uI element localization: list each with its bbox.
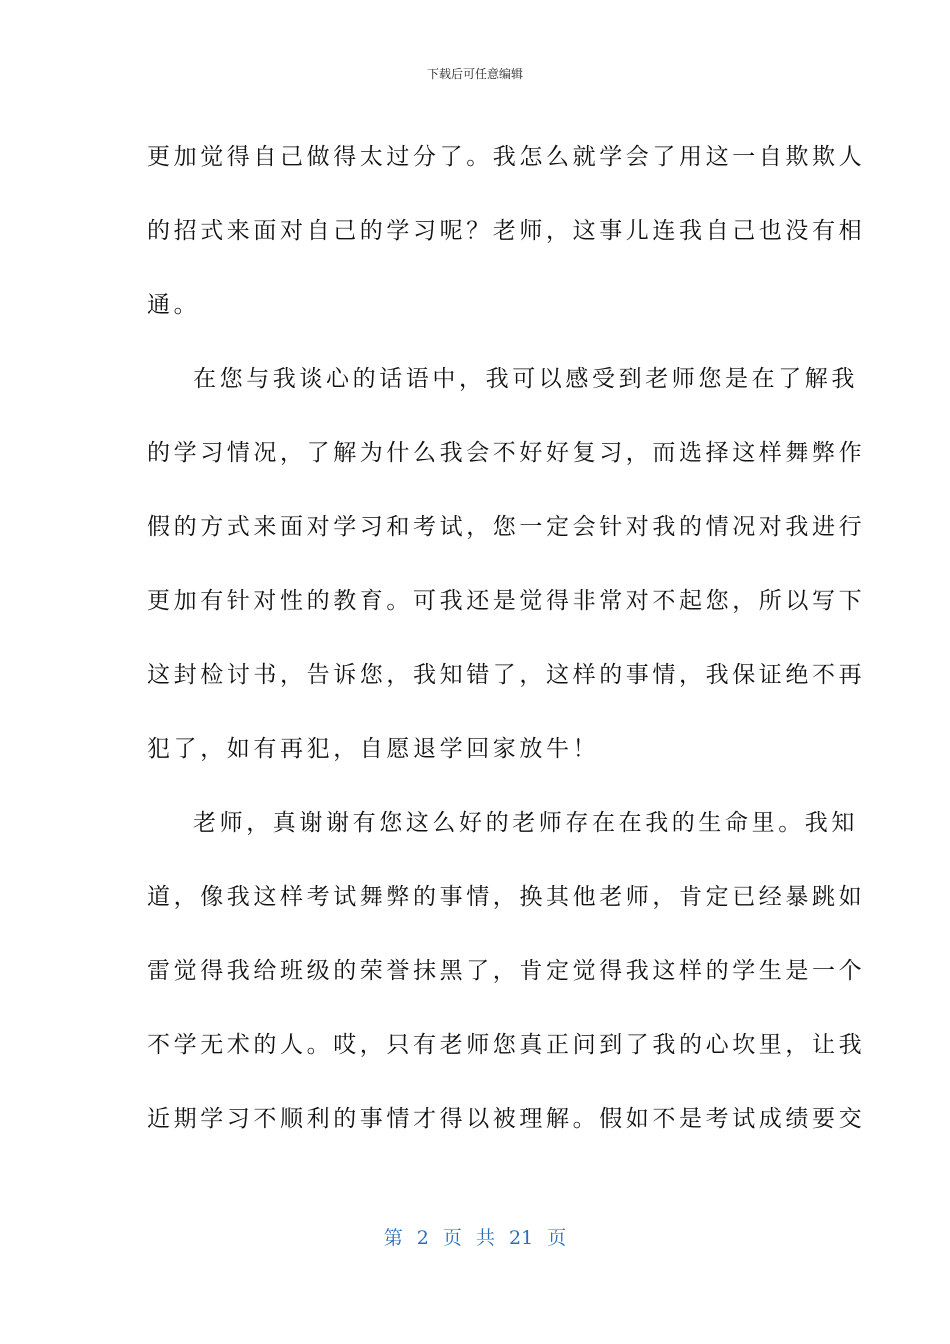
paragraph-1	[147, 120, 866, 342]
text-line: 的招式来面对自己的学习呢？老师，这事儿连我自己也没有相	[147, 218, 866, 244]
footer-total-word: 共	[475, 1227, 495, 1249]
paragraph-2	[147, 342, 866, 786]
page-footer	[0, 1226, 950, 1250]
text-line: 道，像我这样考试舞弊的事情，换其他老师，肯定已经暴跳如	[147, 884, 866, 910]
footer-page-word: 页	[442, 1227, 462, 1249]
current-page-number: 2	[416, 1227, 429, 1249]
total-page-count: 21	[509, 1227, 534, 1249]
text-line: 这封检讨书，告诉您，我知错了，这样的事情，我保证绝不再	[147, 662, 866, 688]
text-line: 更加有针对性的教育。可我还是觉得非常对不起您，所以写下	[147, 588, 866, 614]
page-header: 下载后可任意编辑	[426, 67, 523, 81]
footer-suffix: 页	[547, 1227, 567, 1249]
text-line: 老师，真谢谢有您这么好的老师存在在我的生命里。我知	[193, 810, 858, 836]
text-line: 的学习情况，了解为什么我会不好好复习，而选择这样舞弊作	[147, 440, 866, 466]
text-line: 通。	[147, 292, 201, 318]
text-line: 雷觉得我给班级的荣誉抹黑了，肯定觉得我这样的学生是一个	[147, 958, 866, 984]
text-line: 不学无术的人。哎，只有老师您真正问到了我的心坎里，让我	[147, 1032, 866, 1058]
footer-prefix: 第	[383, 1227, 403, 1249]
document-body	[147, 120, 866, 1156]
text-line: 犯了，如有再犯，自愿退学回家放牛！	[147, 736, 600, 762]
paragraph-3	[147, 786, 866, 1156]
text-line: 在您与我谈心的话语中，我可以感受到老师您是在了解我	[193, 366, 858, 392]
text-line: 近期学习不顺利的事情才得以被理解。假如不是考试成绩要交	[147, 1106, 866, 1132]
text-line: 假的方式来面对学习和考试，您一定会针对我的情况对我进行	[147, 514, 866, 540]
text-line: 更加觉得自己做得太过分了。我怎么就学会了用这一自欺欺人	[147, 144, 866, 170]
